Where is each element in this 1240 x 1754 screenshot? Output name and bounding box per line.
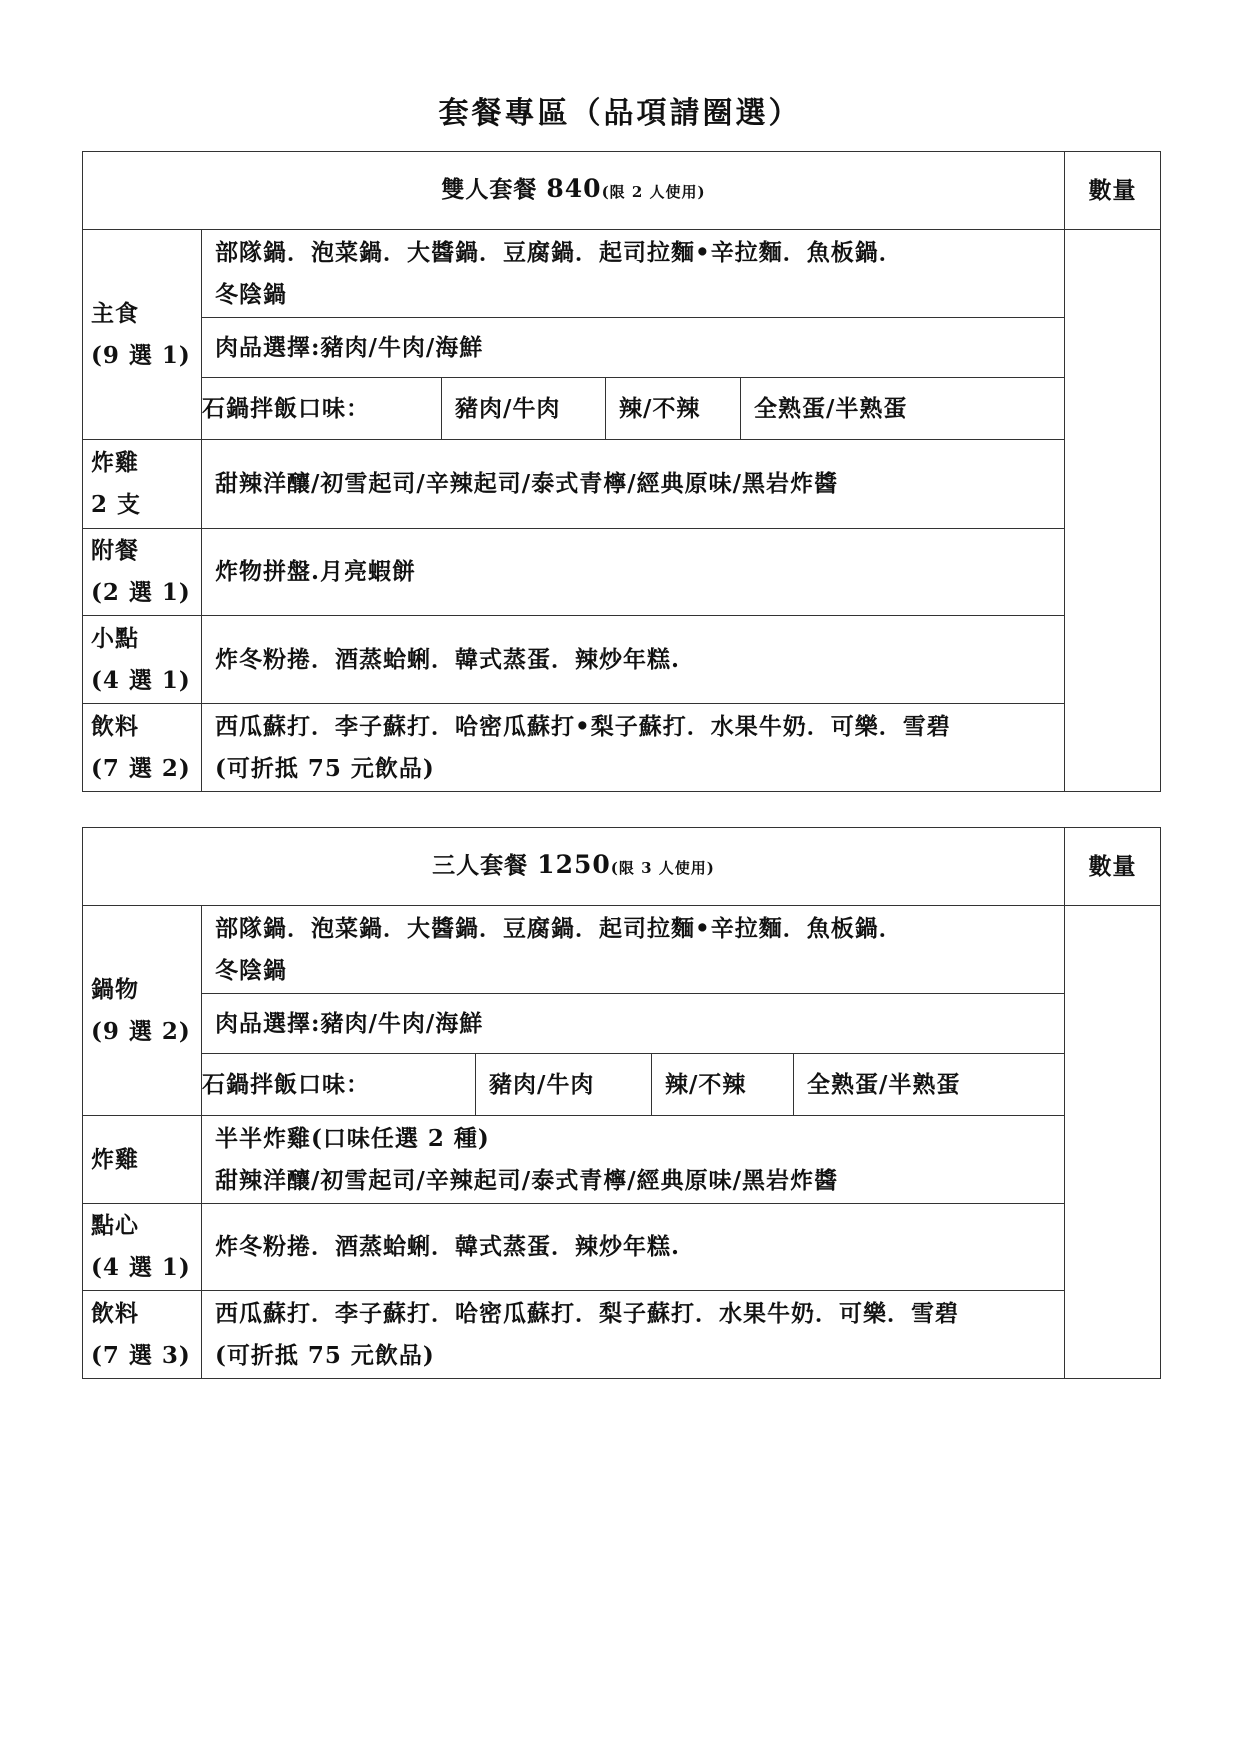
main-course-rule: (9 選 1)	[91, 341, 191, 369]
snack-label: 點心	[91, 1212, 139, 1239]
drink-options-line2: (可折抵 75 元飲品)	[215, 1341, 435, 1369]
chicken-options-line1: 半半炸雞(口味任選 2 種)	[215, 1124, 490, 1152]
set-note: (限 2 人使用)	[601, 183, 706, 201]
set-header	[83, 152, 1065, 230]
set-note: (限 3 人使用)	[610, 859, 715, 877]
bibimbap-row	[202, 378, 1065, 440]
drink-label: 飲料	[91, 1299, 139, 1327]
bibimbap-meat-option[interactable]: 豬肉/牛肉	[475, 1054, 651, 1115]
side-rule: (2 選 1)	[91, 579, 191, 606]
meat-options[interactable]: 肉品選擇:豬肉/牛肉/海鮮	[202, 994, 1065, 1054]
snack-options[interactable]: 炸冬粉捲．酒蒸蛤蜊．韓式蒸蛋．辣炒年糕.	[202, 1204, 1065, 1291]
drink-options-line1: 西瓜蘇打．李子蘇打．哈密瓜蘇打•梨子蘇打．水果牛奶．可樂．雪碧	[215, 712, 951, 740]
drink-options-line2: (可折抵 75 元飲品)	[215, 754, 435, 782]
pot-options[interactable]	[202, 230, 1065, 318]
bibimbap-egg-option[interactable]: 全熟蛋/半熟蛋	[740, 378, 1077, 439]
bibimbap-spice-option[interactable]: 辣/不辣	[605, 378, 740, 439]
bibimbap-row	[202, 1054, 1065, 1116]
bibimbap-label: 石鍋拌飯口味：	[202, 1070, 370, 1098]
set-header	[83, 828, 1065, 906]
main-course-label: 主食	[91, 299, 139, 327]
chicken-flavor-options[interactable]: 甜辣洋釀/初雪起司/辛辣起司/泰式青檸/經典原味/黑岩炸醬	[202, 440, 1065, 529]
chicken-label-cell: 炸雞	[83, 1116, 202, 1204]
snack-label-cell	[83, 1204, 202, 1291]
drink-label-cell	[83, 704, 202, 792]
pot-rule: (9 選 2)	[91, 1017, 191, 1045]
set-name: 三人套餐	[432, 852, 529, 879]
page-title: 套餐專區（品項請圈選）	[438, 96, 802, 131]
set-price: 1250	[537, 850, 611, 879]
pot-options[interactable]	[202, 906, 1065, 994]
chicken-label: 炸雞	[91, 449, 139, 476]
quantity-header: 數量	[1065, 828, 1161, 906]
drink-options[interactable]	[202, 1291, 1065, 1379]
chicken-flavor-options: 甜辣洋釀/初雪起司/辛辣起司/泰式青檸/經典原味/黑岩炸醬	[215, 1166, 839, 1194]
pot-label: 鍋物	[91, 975, 139, 1003]
set-table-triple	[82, 827, 1161, 1379]
pot-label-cell	[83, 906, 202, 1116]
side-options[interactable]: 炸物拼盤.月亮蝦餅	[202, 529, 1065, 616]
snack-rule: (4 選 1)	[91, 666, 191, 694]
set-price: 840	[546, 174, 602, 203]
pot-options-line2: 冬陰鍋	[215, 956, 287, 984]
drink-label-cell	[83, 1291, 202, 1379]
chicken-rule: 2 支	[91, 491, 142, 518]
chicken-options[interactable]	[202, 1116, 1065, 1204]
bibimbap-label: 石鍋拌飯口味：	[202, 394, 370, 422]
meat-options[interactable]: 肉品選擇:豬肉/牛肉/海鮮	[202, 318, 1065, 378]
quantity-header: 數量	[1065, 152, 1161, 230]
drink-options-line1: 西瓜蘇打．李子蘇打．哈密瓜蘇打．梨子蘇打．水果牛奶．可樂．雪碧	[215, 1299, 959, 1327]
set-table-double	[82, 151, 1161, 792]
bibimbap-egg-option[interactable]: 全熟蛋/半熟蛋	[793, 1054, 1077, 1115]
main-course-label-cell	[83, 230, 202, 440]
set-name: 雙人套餐	[441, 176, 538, 203]
chicken-label-cell	[83, 440, 202, 529]
quantity-input-cell[interactable]	[1065, 230, 1161, 792]
side-label: 附餐	[91, 537, 139, 564]
side-label-cell	[83, 529, 202, 616]
pot-options-line1: 部隊鍋．泡菜鍋．大醬鍋．豆腐鍋．起司拉麵•辛拉麵．魚板鍋．	[215, 238, 903, 266]
pot-options-line1: 部隊鍋．泡菜鍋．大醬鍋．豆腐鍋．起司拉麵•辛拉麵．魚板鍋．	[215, 914, 903, 942]
drink-rule: (7 選 2)	[91, 754, 191, 782]
bibimbap-meat-option[interactable]: 豬肉/牛肉	[441, 378, 605, 439]
pot-options-line2: 冬陰鍋	[215, 280, 287, 308]
drink-label: 飲料	[91, 712, 139, 740]
drink-options[interactable]	[202, 704, 1065, 792]
snack-rule: (4 選 1)	[91, 1254, 191, 1281]
drink-rule: (7 選 3)	[91, 1341, 191, 1369]
snack-label: 小點	[91, 624, 139, 652]
bibimbap-spice-option[interactable]: 辣/不辣	[651, 1054, 793, 1115]
snack-options[interactable]: 炸冬粉捲．酒蒸蛤蜊．韓式蒸蛋．辣炒年糕.	[202, 616, 1065, 704]
quantity-input-cell[interactable]	[1065, 906, 1161, 1379]
snack-label-cell	[83, 616, 202, 704]
